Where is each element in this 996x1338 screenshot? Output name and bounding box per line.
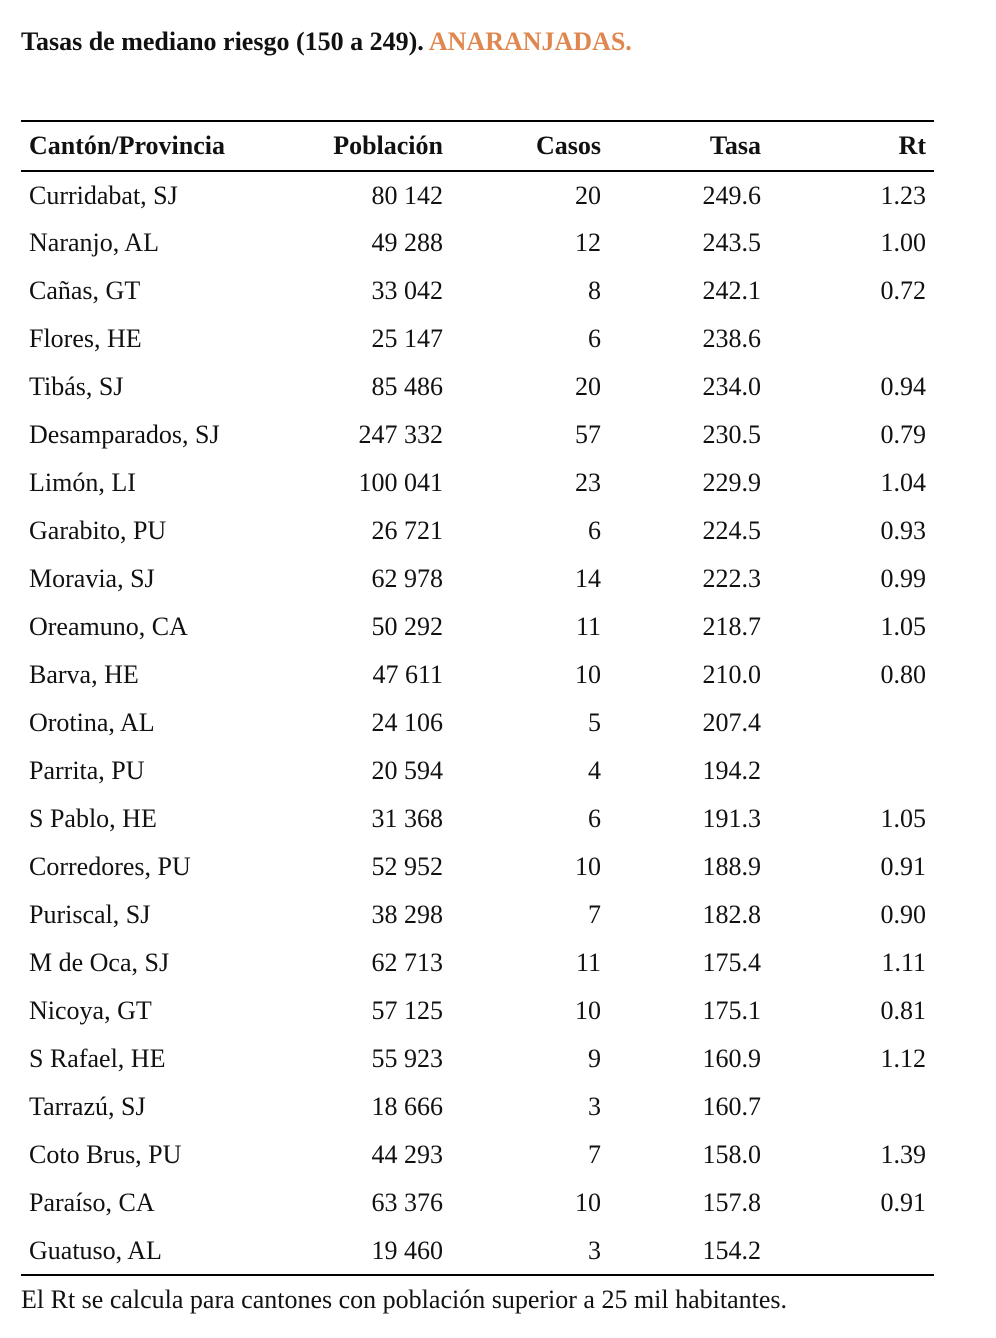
cell-poblacion: 247 332 [358, 420, 443, 449]
table-row [21, 939, 934, 987]
header-poblacion: Población [291, 121, 451, 171]
cell-rt: 1.05 [880, 804, 926, 833]
table-row [21, 987, 934, 1035]
cell-rt: 1.12 [880, 1044, 926, 1073]
table-row [21, 219, 934, 267]
table-header-row [21, 121, 934, 171]
cell-canton: Barva, HE [29, 660, 139, 689]
cell-tasa: 234.0 [702, 372, 761, 401]
cell-canton: Oreamuno, CA [29, 612, 188, 641]
table-row [21, 555, 934, 603]
table-row [21, 891, 934, 939]
cell-rt: 0.80 [880, 660, 926, 689]
header-tasa: Tasa [609, 121, 769, 171]
cell-rt: 0.81 [880, 996, 926, 1025]
cell-rt: 1.39 [880, 1140, 926, 1169]
header-casos: Casos [451, 121, 609, 171]
cell-poblacion: 52 952 [371, 852, 443, 881]
cell-poblacion: 49 288 [371, 228, 443, 257]
cell-canton: Flores, HE [29, 324, 142, 353]
cell-poblacion: 19 460 [291, 1227, 451, 1275]
cell-tasa: 175.1 [702, 996, 761, 1025]
cell-poblacion: 33 042 [371, 276, 443, 305]
cell-casos: 6 [588, 516, 601, 545]
cell-rt: 0.91 [880, 1188, 926, 1217]
cell-canton: Paraíso, CA [29, 1188, 155, 1217]
cell-casos: 20 [575, 180, 601, 210]
cell-casos: 7 [588, 900, 601, 929]
table-row [21, 1179, 934, 1227]
cell-tasa: 224.5 [702, 516, 761, 545]
cell-tasa: 238.6 [702, 324, 761, 353]
cell-tasa: 242.1 [702, 276, 761, 305]
cell-casos: 12 [575, 228, 601, 257]
cell-canton: Moravia, SJ [29, 564, 155, 593]
cell-poblacion: 85 486 [371, 372, 443, 401]
cell-tasa: 229.9 [702, 468, 761, 497]
cell-rt: 0.90 [880, 900, 926, 929]
table-row [21, 603, 934, 651]
cell-canton: Garabito, PU [29, 516, 167, 545]
cell-poblacion: 80 142 [371, 180, 443, 210]
table-row [21, 795, 934, 843]
cell-poblacion: 63 376 [371, 1188, 443, 1217]
table-row [21, 507, 934, 555]
cell-canton: Coto Brus, PU [29, 1140, 182, 1169]
cell-canton: Parrita, PU [29, 756, 145, 785]
cell-rt [769, 315, 934, 363]
cell-canton: Tibás, SJ [29, 372, 124, 401]
cell-canton: Desamparados, SJ [29, 420, 220, 449]
cell-casos: 10 [575, 996, 601, 1025]
cell-canton: Orotina, AL [29, 708, 155, 737]
title-text: Tasas de mediano riesgo (150 a 249). [21, 27, 424, 56]
table-row [21, 459, 934, 507]
cell-casos: 20 [575, 372, 601, 401]
cell-casos: 11 [575, 948, 601, 977]
table-row [21, 267, 934, 315]
cell-casos: 7 [588, 1140, 601, 1169]
cell-casos: 5 [588, 708, 601, 737]
cell-tasa: 207.4 [702, 708, 761, 737]
cell-rt [769, 747, 934, 795]
cell-tasa: 188.9 [702, 852, 761, 881]
cell-casos: 11 [575, 612, 601, 641]
cell-poblacion: 50 292 [371, 612, 443, 641]
cell-rt: 1.05 [880, 612, 926, 641]
cell-tasa: 249.6 [702, 180, 761, 210]
cell-poblacion: 26 721 [371, 516, 443, 545]
cell-poblacion: 20 594 [371, 756, 443, 785]
cell-rt: 1.04 [880, 468, 926, 497]
table-row [21, 1227, 934, 1275]
cell-tasa: 222.3 [702, 564, 761, 593]
cell-tasa: 154.2 [609, 1227, 769, 1275]
cell-casos: 10 [575, 852, 601, 881]
table-row [21, 363, 934, 411]
cell-rt [769, 699, 934, 747]
cell-canton: Nicoya, GT [29, 996, 152, 1025]
cell-tasa: 210.0 [702, 660, 761, 689]
cell-casos: 23 [575, 468, 601, 497]
cell-casos: 10 [575, 1188, 601, 1217]
cell-poblacion: 18 666 [371, 1092, 443, 1121]
cell-rt: 0.93 [880, 516, 926, 545]
cell-tasa: 182.8 [702, 900, 761, 929]
cell-poblacion: 47 611 [372, 660, 443, 689]
cell-tasa: 160.9 [702, 1044, 761, 1073]
cell-rt: 0.72 [880, 276, 926, 305]
table-row [21, 1035, 934, 1083]
cell-rt [769, 1083, 934, 1131]
cell-rt: 0.79 [880, 420, 926, 449]
cell-tasa: 158.0 [702, 1140, 761, 1169]
table-row [21, 411, 934, 459]
cell-poblacion: 100 041 [358, 468, 443, 497]
cell-rt [769, 1227, 934, 1275]
cell-tasa: 175.4 [702, 948, 761, 977]
cell-casos: 6 [588, 324, 601, 353]
cell-canton: Naranjo, AL [29, 228, 159, 257]
cell-canton: M de Oca, SJ [29, 948, 170, 977]
cell-tasa: 194.2 [702, 756, 761, 785]
table-row [21, 651, 934, 699]
header-canton: Cantón/Provincia [21, 121, 291, 171]
page-title [21, 24, 632, 60]
cell-poblacion: 62 713 [371, 948, 443, 977]
cell-tasa: 243.5 [702, 228, 761, 257]
table-row [21, 1131, 934, 1179]
table-row [21, 747, 934, 795]
cell-tasa: 230.5 [702, 420, 761, 449]
cell-canton: S Rafael, HE [29, 1044, 166, 1073]
cell-canton: Cañas, GT [29, 276, 141, 305]
cell-casos: 6 [588, 804, 601, 833]
table-row [21, 171, 934, 219]
table-row [21, 843, 934, 891]
cell-poblacion: 44 293 [371, 1140, 443, 1169]
cell-casos: 57 [575, 420, 601, 449]
cell-casos: 3 [451, 1227, 609, 1275]
cell-canton: Limón, LI [29, 468, 136, 497]
cell-canton: Guatuso, AL [21, 1227, 291, 1275]
cell-rt: 0.99 [880, 564, 926, 593]
cell-rt: 0.94 [880, 372, 926, 401]
cell-casos: 4 [588, 756, 601, 785]
cell-canton: S Pablo, HE [29, 804, 157, 833]
cell-casos: 3 [588, 1092, 601, 1121]
cell-poblacion: 55 923 [371, 1044, 443, 1073]
cell-tasa: 160.7 [702, 1092, 761, 1121]
risk-rates-table [21, 120, 934, 1276]
cell-poblacion: 24 106 [371, 708, 443, 737]
cell-casos: 8 [588, 276, 601, 305]
table-row [21, 699, 934, 747]
cell-tasa: 191.3 [702, 804, 761, 833]
cell-poblacion: 31 368 [371, 804, 443, 833]
cell-poblacion: 38 298 [371, 900, 443, 929]
cell-poblacion: 62 978 [371, 564, 443, 593]
cell-rt: 1.00 [880, 228, 926, 257]
cell-rt: 1.11 [881, 948, 926, 977]
cell-canton: Corredores, PU [29, 852, 191, 881]
cell-casos: 14 [575, 564, 601, 593]
cell-poblacion: 25 147 [371, 324, 443, 353]
table-body [21, 171, 934, 1275]
cell-tasa: 157.8 [702, 1188, 761, 1217]
cell-poblacion: 57 125 [371, 996, 443, 1025]
table-row [21, 1083, 934, 1131]
table-row [21, 315, 934, 363]
cell-rt: 0.91 [880, 852, 926, 881]
footnote: El Rt se calcula para cantones con población superior a 25 mil habitantes. [21, 1285, 788, 1314]
cell-canton: Puriscal, SJ [29, 900, 151, 929]
cell-casos: 9 [588, 1044, 601, 1073]
cell-tasa: 218.7 [702, 612, 761, 641]
cell-rt: 1.23 [880, 180, 926, 210]
header-rt: Rt [769, 121, 934, 171]
title-accent: ANARANJADAS. [428, 27, 632, 56]
cell-canton: Curridabat, SJ [29, 180, 178, 210]
cell-casos: 10 [575, 660, 601, 689]
cell-canton: Tarrazú, SJ [29, 1092, 146, 1121]
